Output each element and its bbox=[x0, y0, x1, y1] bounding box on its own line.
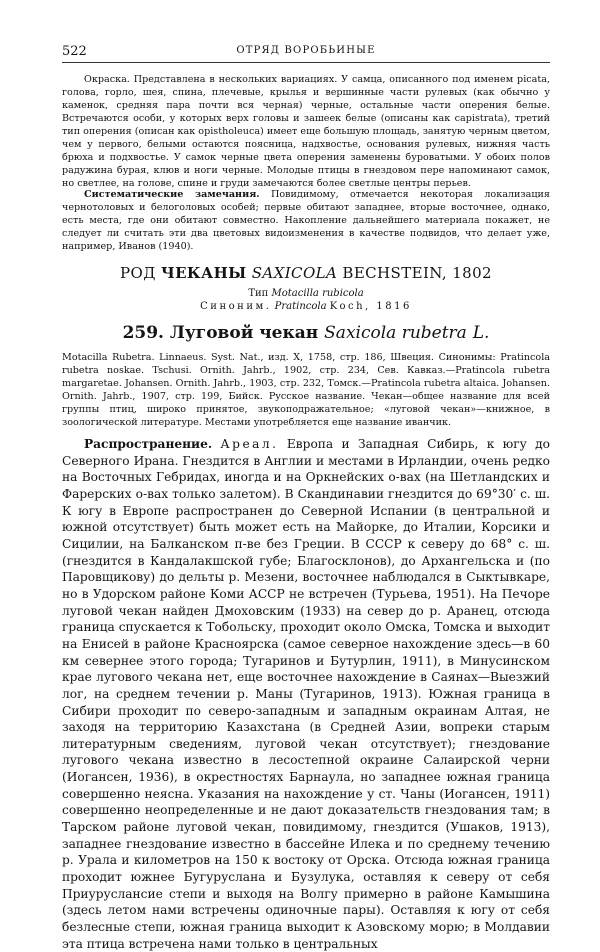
genus-name-lat: SAXICOLA bbox=[251, 264, 338, 282]
synonym-genus: Pratincola bbox=[274, 301, 327, 312]
species-name-lat: Saxicola rubetra bbox=[324, 323, 467, 343]
systematics-text: Повидимому, отмечается некоторая локализация чернотоловых и белоголовых особей; первые обитают западнее, вторые восточнее, однако, есть места, где они обитают совместно. Накопление дальнейшего материала покажет, не следует ли считать эти два цветовых видоизменения в качестве подвидов, что делает уже, например, Иванов (1940). bbox=[62, 189, 550, 253]
coloration-text: Окраска. Представлена в нескольких вариациях. У самца, описанного под именем picata, голова, горло, шея, спина, плечевые, крылья и вершинные части рулевых (как обычно у каменок, средняя пара почти вся черная) черные, остальные части оперения белые. Встречаются особи, у которых верх головы и зашеек белые (описаны как capistrata), третий тип оперения (описан как opistholeuca) имеет еще большую площадь, занятую черным цветом, чем у первого, белыми остаются поясница, надхвостье, основания рулевых, нижняя часть брюха и подхвостье. У самок черные цвета оперения заменены буроватыми. У обоих полов радужина бурая, клюв и ноги черные. Молодые птицы в гнездовом пере напоминают самок, но светлее, на голове, спине и груди замечаются более светлые центры перьев. bbox=[62, 74, 550, 190]
genus-type-line bbox=[62, 288, 550, 299]
nomenclature-paragraph bbox=[62, 351, 550, 429]
coloration-paragraph bbox=[62, 73, 550, 190]
genus-synonym-line bbox=[62, 301, 550, 312]
distribution-label: Распространение. bbox=[84, 437, 213, 451]
genus-name-ru: ЧЕКАНЫ bbox=[160, 264, 247, 282]
species-name-ru: Луговой чекан bbox=[169, 323, 319, 343]
systematics-label: Систематические замечания. bbox=[84, 189, 260, 200]
header-rule bbox=[62, 62, 550, 63]
distribution-text: Европа и Западная Сибирь, к югу до Северного Ирана. Гнездится в Англии и местами в Ирландии, очень редко на Восточных Гебридах, иногда и на Оркнейских о-вах (на Шетландских и Фарерских о-вах только залетом). В Скандинавии гнездится до 69°30′ с. ш. К югу в Европе распространен до Северной Испании (в центральной и южной отсутствует) быть может есть на Майорке, до Италии, Корсики и Сицилии, на Балканском п-ве без Греции. В СССР к северу до 68° с. ш. (гнездится в Кандалакшской губе; Благосклонов), до Архангельска и (по Паровщикову) до дельты р. Мезени, восточнее наблюдался в Сыктывкаре, но в Удорском районе Коми АССР не встречен (Турьева, 1951). На Печоре луговой чекан найден Дмоховским (1933) на север до р. Аранец, отсюда граница спускается к Тобольску, проходит около Омска, Томска и выходит на Енисей в районе Красноярска (самое северное нахождение здесь—в 60 км севернее этого города; Тугаринов и Бутурлин, 1911), в Минусинском крае лугового чекана нет, еще восточнее нахождение в Саянах—Выезжий лог, на среднем течении р. Маны (Тугаринов, 1913). Южная граница в Сибири проходит по северо-западным и западным окраинам Алтая, не заходя на территорию Казахстана (в Средней Азии, вопреки старым литературным сведениям, луговой чекан отсутствует); гнездование лугового чекана известно в лесостепной окраине Салаирской черни (Иогансен, 1936), в окрестностях Барнаула, но западнее южная граница совершенно неясна. Указания на нахождение у ст. Чаны (Иогансен, 1911) совершенно неопределенные и не дают доказательств гнездования там; в Тарском районе луговой чекан, повидимому, гнездится (Ушаков, 1913), западнее гнездование известно в бассейне Илека и по среднему течению р. Урала и километров на 150 к востоку от Орска. Отсюда южная граница проходит южнее Бугуруслана и Бузулука, оставляя к северу от себя Приуруслансие степи и выходя на Волгу примерно в районе Камышина (здесь летом нами встречены одиночные пары). Оставляя к югу от себя безлесные степи, южная граница выходит к Азовскому морю; в Молдавии эта птица встречена нами только в центральных bbox=[62, 437, 551, 951]
species-author: L. bbox=[472, 323, 490, 343]
genus-author: BECHSTEIN, 1802 bbox=[342, 264, 492, 282]
species-heading bbox=[62, 323, 550, 343]
distribution-paragraph bbox=[62, 436, 550, 952]
synonym-author: Koch, 1816 bbox=[329, 301, 412, 312]
type-label: Тип bbox=[248, 288, 269, 299]
species-number: 259. bbox=[122, 323, 164, 343]
page-number: 522 bbox=[62, 44, 87, 59]
areal-label: Ареал. bbox=[220, 437, 279, 451]
running-head: ОТРЯД ВОРОБЬИНЫЕ bbox=[236, 45, 376, 56]
nomenclature-text: Motacilla Rubetra. Linnaeus. Syst. Nat., изд. X, 1758, стр. 186, Швеция. Синонимы: Pratincola rubetra noskae. Tschusi. Ornith. Jahrb., 1902, стр. 234, Сев. Кавказ.—Pratincola rubetra margaretae. Johansen. Ornith. Jahrb., 1903, стр. 232, Томск.—Pratincola rubetra altaica. Johansen. Ornith. Jahrb., 1907, стр. 199, Бийск. Русское название. Чекан—общее название для всей группы птиц, широко принятое, звукоподражательное; «луговой чекан»—книжное, в зоологической литературе. Местами употребляется еще название иванчик. bbox=[62, 352, 550, 429]
systematics-paragraph bbox=[62, 188, 550, 253]
page-header bbox=[62, 44, 550, 60]
type-species: Motacilla rubicola bbox=[271, 288, 364, 299]
genus-prefix: РОД bbox=[120, 264, 156, 282]
genus-heading bbox=[62, 264, 550, 282]
synonym-label: Синоним. bbox=[200, 301, 272, 312]
